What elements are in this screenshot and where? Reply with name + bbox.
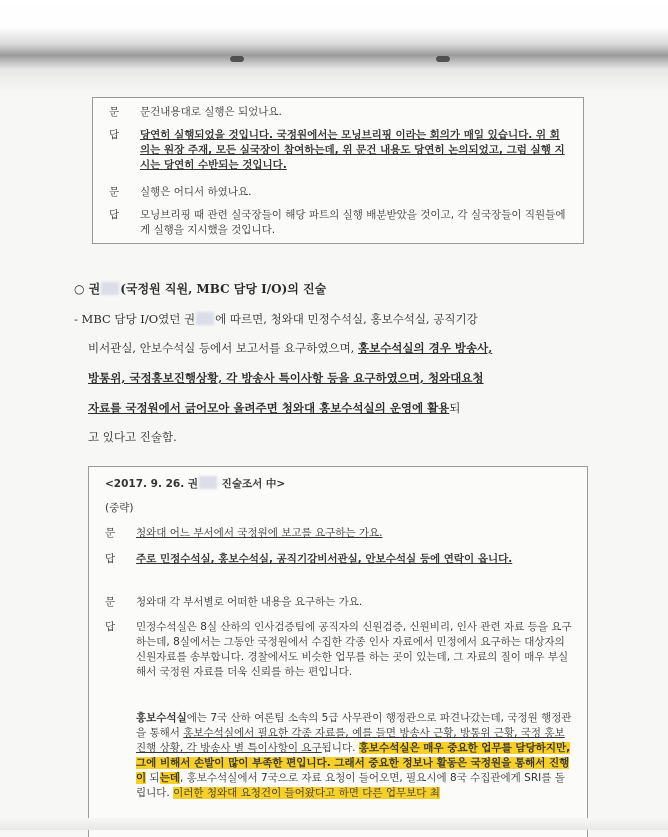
text: 됩니다. [321,742,359,754]
q-text: 청와대 각 부서별로 어떠한 내용을 요구하는 가요. [136,596,363,608]
a-text: 모닝브리핑 때 관련 실국장들이 해당 파트의 실행 배분받았을 것이고, 각 실국장들이 직원들에게 실행을 지시했을 것입니다. [140,209,566,236]
body-line: 방통위, 국정홍보진행상황, 각 방송사 특이사항 등을 요구하였으며, 청와대요청 [88,371,484,385]
q-text: 실행은 어디서 하였나요. [140,186,252,198]
a-mark: 답 [109,129,120,141]
testimony-box-1 [92,97,584,244]
text: - MBC 담당 I/O였던 권 [74,312,196,326]
highlighted-text: 는데 [159,772,180,784]
q-mark: 문 [105,527,116,539]
text: 홍보수석실에서 필요한 각종 자료를, 예를 들면 방송사 근황, 방통위 근황, 국정 홍보 진행 상황, 각 방송사 별 특이사항이 요구 [136,727,565,754]
a-text: 당연히 실행되었을 것입니다. 국정원에서는 모닝브리핑 이라는 회의가 매일 있습니다. 위 회의는 원장 주재, 모든 실국장이 참여하는데, 위 문건 내용도 당연히 논의되었고, 그럼 실행 지시는 당연히 수반되는 것입니다. [140,129,565,171]
heading-part: (국정원 직원, MBC 담당 I/O)의 진술 [120,282,327,296]
a-mark: 답 [105,621,116,633]
punch-hole [436,56,450,62]
text: 홍보수석실의 경우 방송사, [357,341,493,355]
title-part: <2017. 9. 26. 권 [105,478,199,490]
heading-part: ○ 권 [74,282,101,296]
q-text: 문건내용대로 실행은 되었나요. [140,106,282,118]
scan-bottom-edge [0,818,668,830]
text: 되 [146,772,160,784]
box-title [105,476,573,492]
testimony-box-2 [88,466,588,837]
scan-edge-shadow [0,0,668,92]
redaction-mark [199,476,217,489]
body-line [88,334,598,362]
omitted-note: (중략) [105,502,134,514]
text: 에 따르면, 청와대 민정수석실, 홍보수석실, 공직기강 [215,312,478,326]
a-text [136,711,573,801]
text: 되 [449,401,461,415]
text: , 홍보수석실에서 7국으로 자료 요청이 들어오면, 필요시에 8국 수집관에게 SRI를 돌립니다. [136,772,565,799]
a-mark: 답 [105,553,116,565]
body-line: 고 있다고 진술함. [88,430,177,444]
q-mark: 문 [109,106,120,118]
redaction-mark [196,312,214,325]
body-line [74,305,594,333]
body-line [88,394,598,422]
a-text: 민정수석실은 8실 산하의 인사검증팀에 공직자의 신원검증, 신원비리, 인사 관련 자료 등을 요구하는데, 8실에서는 그동안 국정원에서 수집한 각종 인사 자료에서 민정에서 요구하는 대상자의 신원자료를 송부합니다. 경찰에서도 비슷한 업무를 하는 곳이 있는데, 그 자료의 질이 매우 부실해서 국정원 자료를 더욱 신뢰를 하는 편입니다. [136,621,572,678]
a-mark: 답 [109,209,120,221]
redaction-mark [101,282,119,295]
q-mark: 문 [109,186,120,198]
title-part: 진술조서 中> [221,478,286,490]
section-heading [74,280,326,297]
text: 자료를 국정원에서 긁어모아 올려주면 청와대 홍보수석실의 운영에 활용 [88,401,450,415]
a-text: 주로 민정수석실, 홍보수석실, 공직기강비서관실, 안보수석실 등에 연락이 옵니다. [136,553,513,565]
q-text: 청와대 어느 부서에서 국정원에 보고를 요구하는 가요. [136,527,383,539]
text: 비서관실, 안보수석실 등에서 보고서를 요구하였으며, [88,341,358,355]
highlighted-text: 홍보수석실은 매우 중요한 업무를 담당하지만, 그에 비해서 손발이 많이 부족한 편입니다. 그래서 중요한 정보나 활동은 국정원을 통해서 진행이 [136,742,571,784]
q-mark: 문 [105,596,116,608]
text: 에는 7국 산하 여론팀 소속의 5급 사무관이 행정관으로 파견나갔는데, 국정원 행정관을 통해서 [136,712,572,739]
text: 홍보수석실 [136,712,187,724]
highlighted-text: 이러한 청와대 요청건이 들어왔다고 하면 다른 업무보다 최 [173,787,440,799]
punch-hole [230,56,244,62]
